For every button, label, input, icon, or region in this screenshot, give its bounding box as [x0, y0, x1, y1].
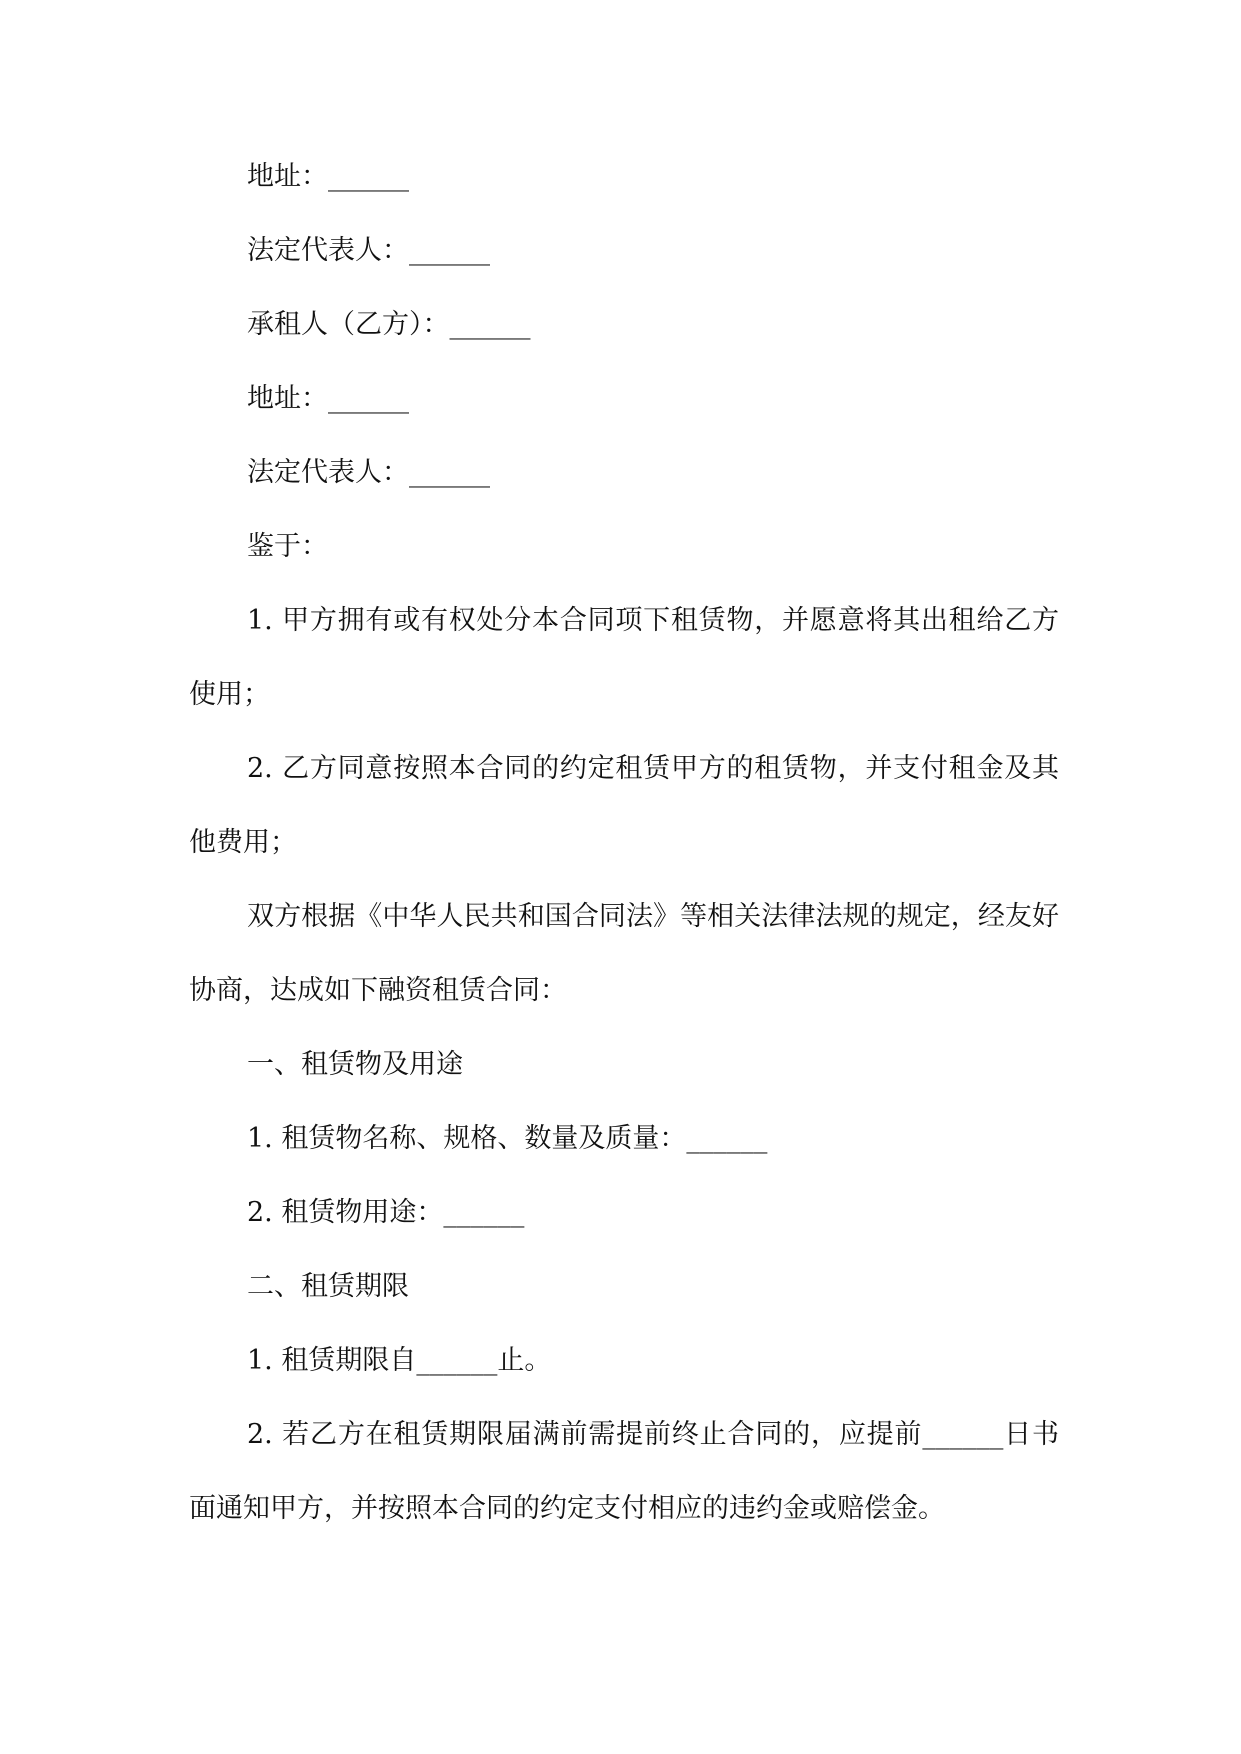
lessee-representative-line: 法定代表人：______ [247, 457, 490, 488]
section-1-item-2: 2. 租赁物用途：______ [247, 1197, 525, 1228]
section-heading-2: 二、租赁期限 [247, 1271, 409, 1302]
section-1-item-1: 1. 租赁物名称、规格、数量及质量：______ [247, 1123, 768, 1154]
document-body [189, 140, 1059, 1546]
whereas-heading: 鉴于： [247, 531, 328, 562]
section-heading-1: 一、租赁物及用途 [247, 1049, 463, 1080]
whereas-item-1: 1. 甲方拥有或有权处分本合同项下租赁物，并愿意将其出租给乙方使用； [189, 605, 1059, 710]
lessee-address-line: 地址：______ [247, 383, 409, 414]
section-2-item-2: 2. 若乙方在租赁期限届满前需提前终止合同的，应提前______日书面通知甲方，并按照本合同的约定支付相应的违约金或赔偿金。 [189, 1419, 1059, 1524]
section-2-item-1: 1. 租赁期限自______止。 [247, 1345, 552, 1376]
lessor-address-line: 地址：______ [247, 161, 409, 192]
lessor-representative-line: 法定代表人：______ [247, 235, 490, 266]
agreement-basis-paragraph: 双方根据《中华人民共和国合同法》等相关法律法规的规定，经友好协商，达成如下融资租赁合同： [189, 901, 1059, 1006]
whereas-item-2: 2. 乙方同意按照本合同的约定租赁甲方的租赁物，并支付租金及其他费用； [189, 753, 1059, 858]
lessee-line: 承租人（乙方）：______ [247, 309, 531, 340]
